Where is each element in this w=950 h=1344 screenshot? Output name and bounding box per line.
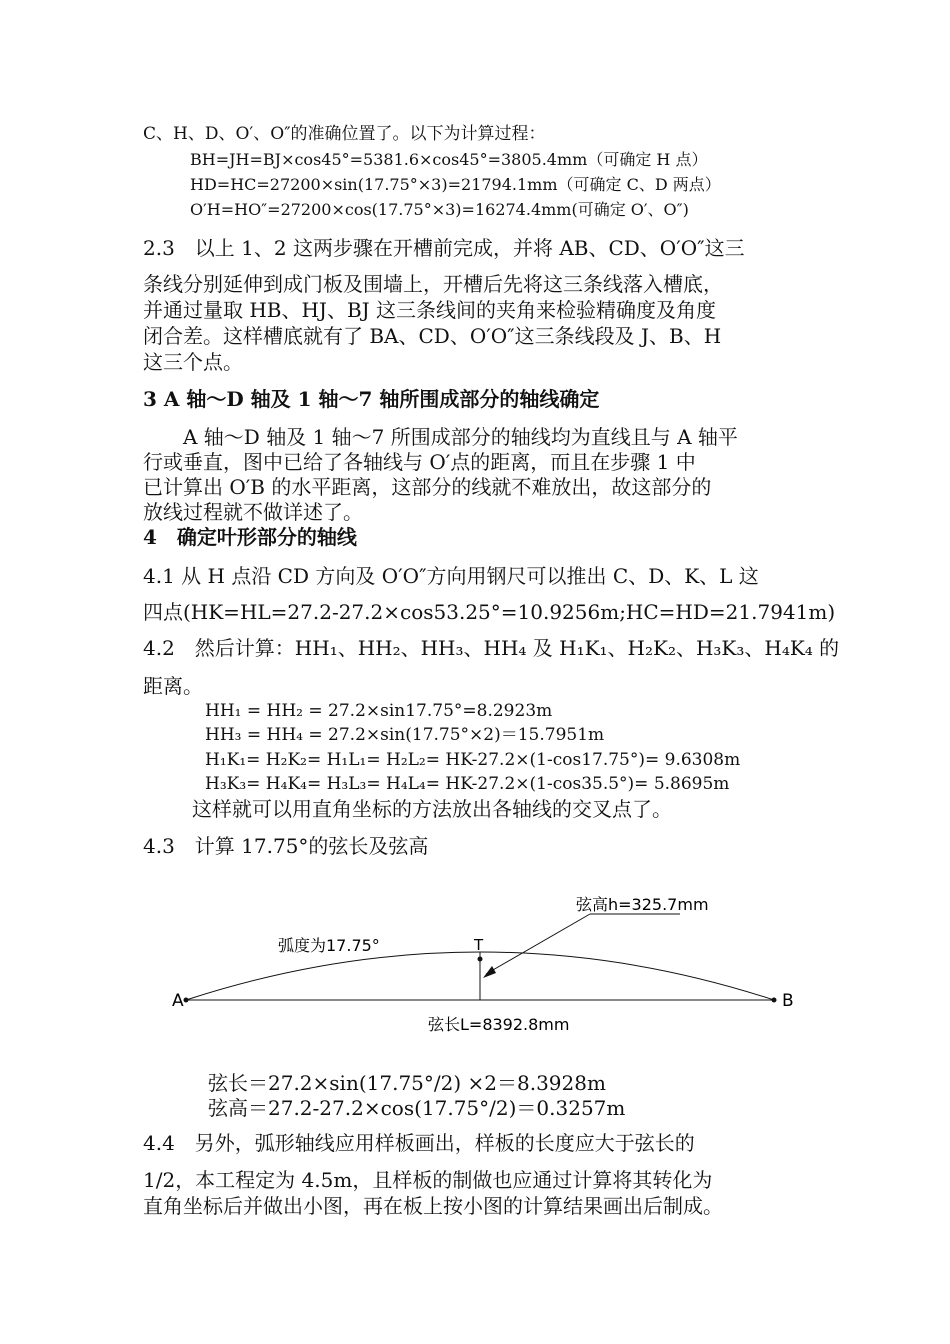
- formula-hd: HD=HC=27200×sin(17.75°×3)=21794.1mm（可确定 C、D 两点）: [190, 175, 721, 194]
- chord-height-label: 弦高h=325.7mm: [576, 895, 709, 914]
- chord-height-formula: 弦高＝27.2-27.2×cos(17.75°/2)＝0.3257m: [208, 1096, 626, 1120]
- para-4-4-line2: 1/2，本工程定为 4.5m，且样板的制做也应通过计算将其转化为: [143, 1168, 713, 1192]
- para-4-2-line1: 4.2 然后计算：HH₁、HH₂、HH₃、HH₄ 及 H₁K₁、H₂K₂、H₃K₃、H₄K₄ 的: [143, 636, 840, 660]
- point-b-label: B: [782, 991, 794, 1011]
- point-t-dot: [478, 957, 483, 962]
- leader-arrowhead: [483, 966, 496, 978]
- text-line: C、H、D、O′、O″的准确位置了。以下为计算过程：: [143, 124, 546, 144]
- heading-4-3: 4.3 计算 17.75°的弦长及弦高: [143, 834, 429, 858]
- para-2-3-line3: 并通过量取 HB、HJ、BJ 这三条线间的夹角来检验精确度及角度: [143, 298, 717, 322]
- formula-h1k1: H₁K₁= H₂K₂= H₁L₁= H₂L₂= HK-27.2×(1-cos17.75°)= 9.6308m: [205, 750, 741, 770]
- formula-hh3: HH₃ = HH₄ = 27.2×sin(17.75°×2)＝15.7951m: [205, 725, 605, 745]
- para-4-2-line2: 距离。: [143, 674, 203, 698]
- heading-section-3: 3 A 轴～D 轴及 1 轴～7 轴所围成部分的轴线确定: [143, 387, 600, 411]
- para-4-1-line2: 四点(HK=HL=27.2-27.2×cos53.25°=10.9256m;HC=HD=21.7941m): [143, 600, 836, 624]
- chord-arc-diagram: [150, 880, 810, 1040]
- point-a-dot: [184, 998, 189, 1003]
- formula-h3k3: H₃K₃= H₄K₄= H₃L₃= H₄L₄= HK-27.2×(1-cos35.5°)= 5.8695m: [205, 774, 730, 794]
- heading-section-4: 4 确定叶形部分的轴线: [143, 525, 357, 549]
- para-4-1-line1: 4.1 从 H 点沿 CD 方向及 O′O″方向用钢尺可以推出 C、D、K、L 这: [143, 564, 759, 588]
- para-3-line2: 行或垂直，图中已给了各轴线与 O′点的距离，而且在步骤 1 中: [143, 450, 696, 474]
- para-2-3-line5: 这三个点。: [143, 350, 243, 374]
- leader-diagonal: [486, 914, 590, 974]
- para-3-line4: 放线过程就不做详述了。: [143, 500, 363, 524]
- formula-hh1: HH₁ = HH₂ = 27.2×sin17.75°=8.2923m: [205, 701, 553, 721]
- text-line: 这样就可以用直角坐标的方法放出各轴线的交叉点了。: [172, 797, 672, 821]
- point-a-label: A: [172, 991, 184, 1011]
- para-2-3-line4: 闭合差。这样槽底就有了 BA、CD、O′O″这三条线段及 J、B、H: [143, 324, 722, 348]
- para-2-3-line1: 2.3 以上 1、2 这两步骤在开槽前完成，并将 AB、CD、O′O″这三: [143, 236, 745, 260]
- para-3-line1: A 轴～D 轴及 1 轴～7 所围成部分的轴线均为直线且与 A 轴平: [143, 425, 738, 449]
- point-t-label: T: [474, 936, 484, 954]
- arc-label: 弧度为17.75°: [278, 936, 380, 955]
- chord-length-formula: 弦长＝27.2×sin(17.75°/2) ×2＝8.3928m: [208, 1071, 606, 1095]
- para-3-line3: 已计算出 O′B 的水平距离，这部分的线就不难放出，故这部分的: [143, 475, 712, 499]
- chord-length-label: 弦长L=8392.8mm: [428, 1015, 570, 1034]
- formula-oh: O′H=HO″=27200×cos(17.75°×3)=16274.4mm(可确定 O′、O″): [190, 200, 689, 219]
- para-2-3-line2: 条线分别延伸到成门板及围墙上，开槽后先将这三条线落入槽底，: [143, 272, 723, 296]
- formula-bh: BH=JH=BJ×cos45°=5381.6×cos45°=3805.4mm（可确定 H 点）: [190, 150, 708, 169]
- para-4-4-line3: 直角坐标后并做出小图，再在板上按小图的计算结果画出后制成。: [143, 1194, 723, 1218]
- para-4-4-line1: 4.4 另外，弧形轴线应用样板画出，样板的长度应大于弦长的: [143, 1131, 695, 1155]
- point-b-dot: [772, 998, 777, 1003]
